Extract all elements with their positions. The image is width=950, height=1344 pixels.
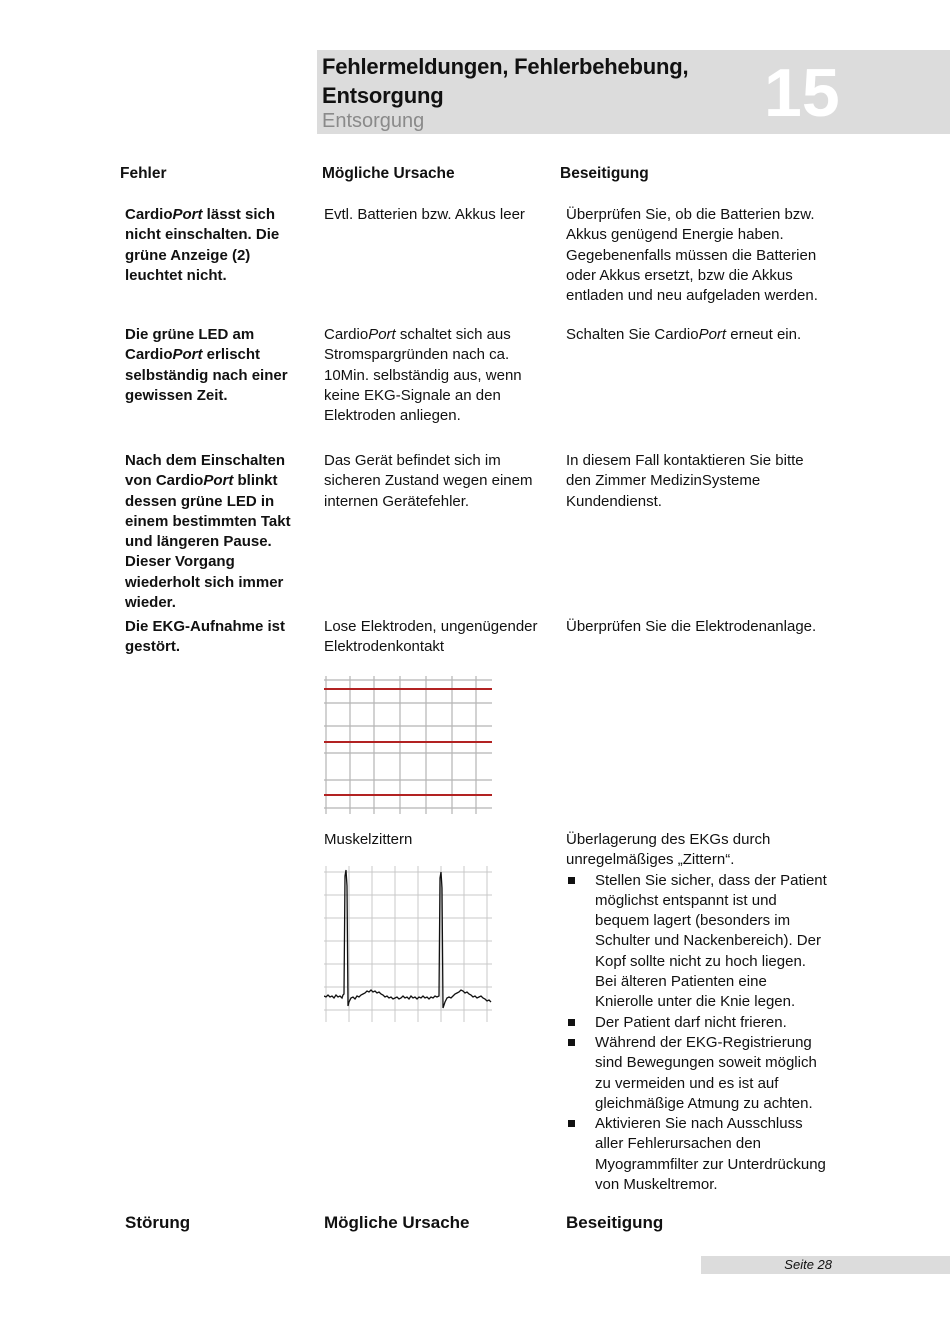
row2-fault: Die grüne LED am CardioPort erlischt selbständig nach einer gewissen Zeit. xyxy=(125,326,288,404)
row3-remedy: In diesem Fall kontaktieren Sie bitte den Zimmer MedizinSysteme Kundendienst. xyxy=(566,452,804,510)
footer-header-fault: Störung xyxy=(125,1213,191,1232)
list-item: Der Patient darf nicht frieren. xyxy=(566,1013,828,1033)
row5-remedy-list xyxy=(566,871,828,1196)
row4-cause: Lose Elektroden, ungenügender Elektrodenkontakt xyxy=(324,618,538,656)
row4-remedy: Überprüfen Sie die Elektrodenanlage. xyxy=(566,618,817,635)
square-bullet-icon xyxy=(568,1039,575,1046)
footer-header-cause: Mögliche Ursache xyxy=(324,1213,470,1232)
square-bullet-icon xyxy=(568,1019,575,1026)
list-item: Während der EKG-Registrierung sind Bewegungen soweit möglich zu vermeiden und es ist auf gleichmäßige Atmung zu achten. xyxy=(566,1033,828,1114)
footer-header-remedy: Beseitigung xyxy=(566,1213,664,1232)
row3-cause: Das Gerät befindet sich im sicheren Zustand wegen einem internen Gerätefehler. xyxy=(324,452,533,510)
list-item: Stellen Sie sicher, dass der Patient möglichst entspannt ist und bequem lagert (besonders im Schulter und Nackenbereich). Der Kopf sollte nicht zu hoch liegen. Bei älteren Patienten eine Knierolle unter die Knie legen. xyxy=(566,871,828,1013)
ekg-loose-electrode-figure xyxy=(324,676,492,814)
row5-cause: Muskelzittern xyxy=(324,831,413,848)
page-number: Seite 28 xyxy=(784,1257,832,1272)
row5-remedy xyxy=(566,830,828,1195)
row2-remedy: Schalten Sie CardioPort erneut ein. xyxy=(566,326,802,343)
chapter-subtitle: Entsorgung xyxy=(322,110,425,132)
row4-fault: Die EKG-Aufnahme ist gestört. xyxy=(125,618,286,656)
row1-cause: Evtl. Batterien bzw. Akkus leer xyxy=(324,206,525,223)
row1-fault: CardioPort lässt sich nicht einschalten. Die grüne Anzeige (2) leuchtet nicht. xyxy=(125,206,280,284)
column-header-cause: Mögliche Ursache xyxy=(322,165,455,182)
row2-cause: CardioPort schaltet sich aus Stromspargründen nach ca. 10Min. selbständig aus, wenn keine EKG-Signale an den Elektroden anliegen. xyxy=(324,326,522,425)
row3-fault: Nach dem Einschalten von CardioPort blinkt dessen grüne LED in einem bestimmten Takt und längeren Pause. Dieser Vorgang wiederholt sich immer wieder. xyxy=(125,452,291,612)
list-item: Aktivieren Sie nach Ausschluss aller Fehlerursachen den Myogrammfilter zur Unterdrückung von Muskeltremor. xyxy=(566,1114,828,1195)
row1-remedy: Überprüfen Sie, ob die Batterien bzw. Akkus genügend Energie haben. Gegebenenfalls müssen die Batterien oder Akkus ersetzt, bzw die Akkus entladen und neu aufgeladen werden. xyxy=(566,206,818,305)
chapter-title: Fehlermeldungen, Fehlerbehebung, Entsorgung xyxy=(322,54,689,108)
row5-remedy-intro: Überlagerung des EKGs durch unregelmäßiges „Zittern“. xyxy=(566,831,771,869)
column-header-fault: Fehler xyxy=(120,165,167,182)
chapter-number: 15 xyxy=(764,55,840,131)
square-bullet-icon xyxy=(568,1120,575,1127)
column-header-remedy: Beseitigung xyxy=(560,165,649,182)
square-bullet-icon xyxy=(568,877,575,884)
ekg-muscle-tremor-figure xyxy=(324,866,492,1022)
